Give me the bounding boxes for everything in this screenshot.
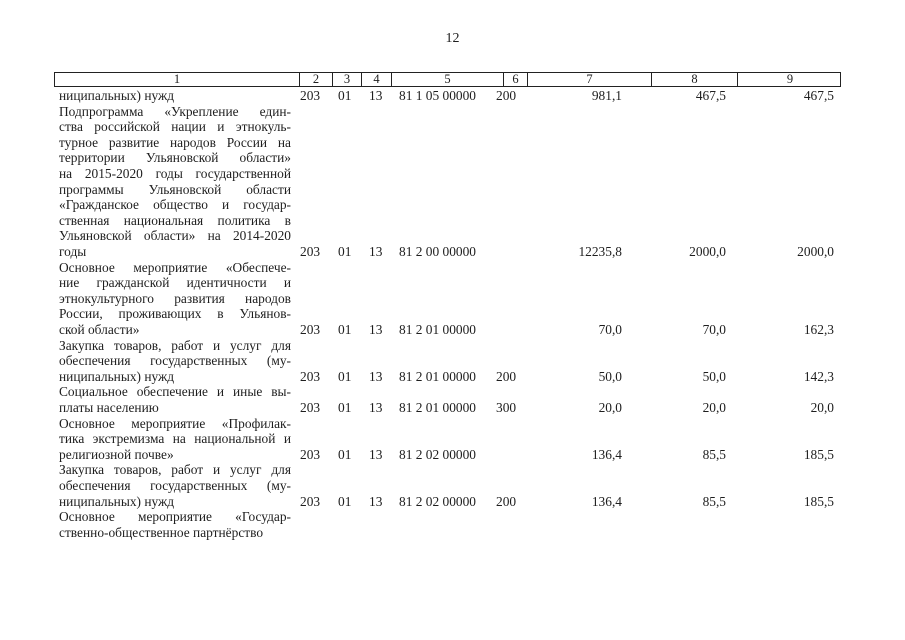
row-description-line: на 2015-2020 годы государственной [59,166,291,181]
row-description-line: обеспечения государственных (му- [59,478,291,493]
header-cell-5: 5 [392,73,504,86]
cell-subsection: 13 [369,322,383,337]
cell-value-9: 185,5 [803,446,834,462]
row-description-line: Основное мероприятие «Профилак- [59,415,291,431]
cell-value-9: 142,3 [803,368,834,384]
cell-code: 203 [300,493,321,509]
cell-subsection: 13 [369,446,383,462]
cell-value-8: 85,5 [702,493,726,509]
row-description-line: религиозной почве» [59,446,174,462]
row-description-line: ственно-общественное партнёрство [59,524,264,540]
row-description-line: Закупка товаров, работ и услуг для [59,462,291,478]
row-description-line: этнокультурного развития народов [59,290,291,306]
cell-section: 01 [338,322,352,337]
row-description-line: Ульяновской области» на 2014-2020 [59,228,291,244]
row-description-line: Социальное обеспечение и иные вы- [59,384,291,400]
cell-target-article: 81 1 05 00000 [399,88,476,103]
cell-value-7: 136,4 [591,493,622,509]
row-description-line: годы [59,244,87,259]
cell-section: 01 [338,493,352,509]
row-description-line: Основное мероприятие «Обеспече- [59,259,291,275]
cell-target-article: 81 2 01 00000 [399,322,476,337]
page-number: 12 [445,31,460,46]
cell-value-7: 136,4 [591,446,622,462]
cell-section: 01 [338,244,352,259]
cell-code: 203 [300,244,321,259]
row-description-line: ниципальных) нужд [59,493,175,509]
row-description-line: территории Ульяновской области» [59,150,291,166]
row-description-line: платы населению [59,400,159,415]
cell-expense-type: 200 [496,493,517,509]
row-description-line: турное развитие народов России на [59,134,291,150]
cell-section: 01 [338,368,352,384]
cell-value-7: 12235,8 [578,244,622,259]
cell-value-9: 467,5 [803,88,834,103]
cell-code: 203 [300,400,321,415]
cell-value-8: 2000,0 [689,244,726,259]
cell-code: 203 [300,446,321,462]
cell-target-article: 81 2 00 00000 [399,244,476,259]
row-description-line: Закупка товаров, работ и услуг для [59,337,291,353]
cell-section: 01 [338,400,352,415]
cell-value-7: 70,0 [598,322,622,337]
cell-value-9: 20,0 [810,400,834,415]
cell-expense-type: 300 [496,400,517,415]
cell-value-7: 20,0 [598,400,622,415]
header-cell-2: 2 [300,73,333,86]
cell-value-9: 185,5 [803,493,834,509]
row-description-line: тика экстремизма на национальной и [59,431,291,447]
cell-subsection: 13 [369,368,383,384]
cell-value-8: 50,0 [702,368,726,384]
cell-value-8: 85,5 [702,446,726,462]
cell-value-9: 162,3 [803,322,834,337]
cell-target-article: 81 2 01 00000 [399,400,476,415]
cell-value-8: 467,5 [695,88,726,103]
cell-target-article: 81 2 01 00000 [399,368,476,384]
row-description-line: ниципальных) нужд [59,368,175,384]
row-description-line: ние гражданской идентичности и [59,275,291,291]
row-description-line: программы Ульяновской области [59,181,291,197]
cell-subsection: 13 [369,400,383,415]
cell-subsection: 13 [369,88,383,103]
header-cell-1: 1 [55,73,300,86]
header-cell-9: 9 [786,72,794,86]
row-description-line: ниципальных) нужд [59,88,175,103]
row-description-line: «Гражданское общество и государ- [59,197,291,213]
cell-section: 01 [338,446,352,462]
row-description-line: Подпрограмма «Укрепление един- [59,103,291,119]
cell-expense-type: 200 [496,88,517,103]
header-cell-8: 8 [652,73,738,86]
row-description-line: ственная национальная политика в [59,212,291,228]
cell-value-8: 70,0 [702,322,726,337]
table-header-row [54,72,841,87]
header-cell-4: 4 [362,73,392,86]
cell-value-9: 2000,0 [797,244,834,259]
row-description-line: ства российской нации и этнокуль- [59,119,291,135]
header-cell-7: 7 [528,73,652,86]
cell-expense-type: 200 [496,368,517,384]
header-cell-6: 6 [504,73,528,86]
cell-value-7: 50,0 [598,368,622,384]
row-description-line: ской области» [59,322,140,337]
cell-target-article: 81 2 02 00000 [399,446,476,462]
row-description-line: России, проживающих в Ульянов- [59,306,291,322]
cell-subsection: 13 [369,244,383,259]
cell-code: 203 [300,368,321,384]
row-description-line: обеспечения государственных (му- [59,353,291,369]
cell-value-8: 20,0 [702,400,726,415]
cell-subsection: 13 [369,493,383,509]
cell-value-7: 981,1 [591,88,622,103]
row-description-line: Основное мероприятие «Государ- [59,509,291,525]
cell-target-article: 81 2 02 00000 [399,493,476,509]
cell-code: 203 [300,88,321,103]
cell-code: 203 [300,322,321,337]
cell-section: 01 [338,88,352,103]
header-cell-3: 3 [333,73,362,86]
